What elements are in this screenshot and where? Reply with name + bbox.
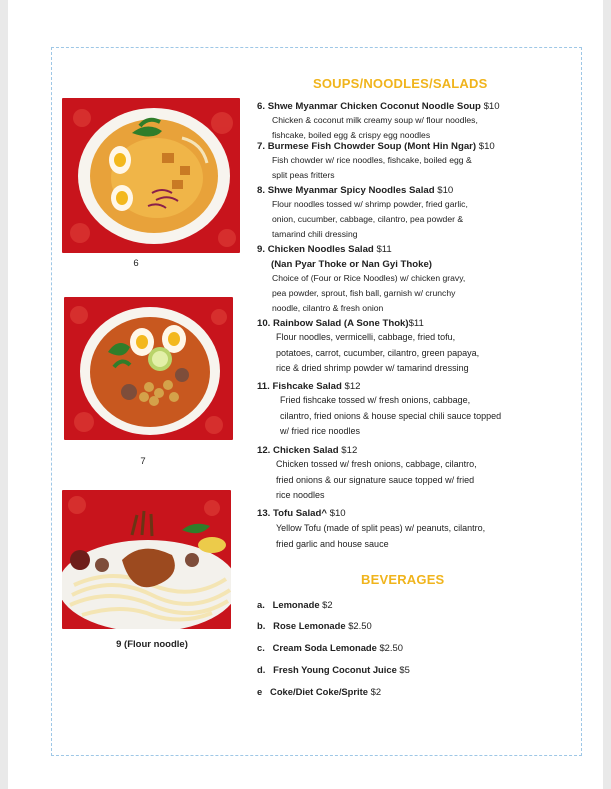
beverage-name: Lemonade [272, 599, 320, 610]
beverage-letter: c. [257, 642, 265, 653]
item-name: Shwe Myanmar Spicy Noodles Salad [267, 185, 435, 196]
item-description: Flour noodles tossed w/ shrimp powder, fried garlic, onion, cucumber, cabbage, cilantro, pea powder & tamarind chili dressing [272, 199, 468, 239]
beverage-letter: a. [257, 599, 265, 610]
beverage-name: Fresh Young Coconut Juice [273, 664, 397, 675]
item-description: Flour noodles, vermicelli, cabbage, fried tofu, potatoes, carrot, cucumber, cilantro, green papaya, rice & dried shrimp powder w/ tamarind dressing [276, 332, 480, 373]
beverage-price: $5 [399, 664, 410, 675]
item-number: 8. [257, 185, 266, 196]
item-name: Chicken Salad [273, 445, 339, 456]
item-price: $12 [344, 381, 361, 392]
beverage-price: $2.50 [379, 642, 403, 653]
photo-caption: 7 [140, 456, 146, 467]
beverage-price: $2.50 [348, 620, 372, 631]
item-name: Shwe Myanmar Chicken Coconut Noodle Soup [267, 101, 481, 112]
item-number: 6. [257, 101, 266, 112]
beverage-item [257, 642, 403, 653]
photo-caption: 9 (Flour noodle) [116, 639, 188, 650]
beverage-name: Coke/Diet Coke/Sprite [270, 686, 368, 697]
item-description: Chicken tossed w/ fresh onions, cabbage, cilantro, fried onions & our signature sauce topped w/ fried rice noodles [276, 459, 477, 500]
item-number: 11. [257, 381, 270, 392]
beverage-name: Cream Soda Lemonade [272, 642, 377, 653]
menu-item [257, 140, 557, 183]
item-price: $10 [478, 141, 495, 152]
menu-item [257, 444, 557, 504]
beverage-letter: e [257, 686, 263, 697]
item-number: 12. [257, 445, 271, 456]
beverage-item [257, 686, 381, 697]
beverage-price: $2 [370, 686, 382, 697]
photo-fish-chowder-soup [64, 297, 233, 440]
item-price: $10 [329, 508, 346, 519]
menu-item [257, 184, 557, 242]
item-name: Chicken Noodles Salad [267, 244, 374, 255]
beverage-letter: b. [257, 620, 266, 631]
menu-item [257, 380, 557, 440]
item-number: 9. [257, 244, 266, 255]
photo-flour-noodle-salad [62, 490, 231, 629]
item-number: 7. [257, 141, 266, 152]
item-description: Choice of (Four or Rice Noodles) w/ chicken gravy, pea powder, sprout, fish ball, garnish w/ crunchy noodle, cilantro & fresh onion [272, 273, 466, 313]
item-number: 10. [257, 318, 271, 329]
item-description: Yellow Tofu (made of split peas) w/ peanuts, cilantro, fried garlic and house sauce [276, 523, 486, 549]
item-description: Fish chowder w/ rice noodles, fishcake, boiled egg & split peas fritters [272, 155, 472, 180]
menu-item [257, 243, 557, 316]
beverage-name: Rose Lemonade [273, 620, 346, 631]
item-name: Rainbow Salad (A Sone Thok) [273, 318, 409, 329]
item-price: $11 [408, 318, 424, 329]
menu-item [257, 317, 557, 377]
beverage-letter: d. [257, 664, 266, 675]
item-name: Tofu Salad^ [273, 508, 327, 519]
item-price: $10 [483, 101, 500, 112]
section-title-beverages: BEVERAGES [361, 572, 445, 587]
beverage-price: $2 [322, 599, 333, 610]
item-subtitle: (Nan Pyar Thoke or Nan Gyi Thoke) [271, 259, 432, 270]
item-name: Burmese Fish Chowder Soup (Mont Hin Ngar) [267, 141, 477, 152]
item-price: $11 [376, 244, 392, 255]
item-description: Chicken & coconut milk creamy soup w/ flour noodles, fishcake, boiled egg & crispy egg noodles [272, 115, 478, 140]
beverage-item [257, 620, 372, 631]
item-description: Fried fishcake tossed w/ fresh onions, cabbage, cilantro, fried onions & house special chili sauce topped w/ fried rice noodles [280, 395, 502, 436]
item-price: $12 [341, 445, 358, 456]
section-title-soups: SOUPS/NOODLES/SALADS [313, 76, 488, 91]
menu-item [257, 507, 557, 552]
menu-item [257, 100, 557, 143]
beverage-item [257, 664, 410, 675]
item-price: $10 [437, 185, 454, 196]
beverage-item [257, 599, 333, 610]
photo-coconut-noodle-soup [62, 98, 240, 253]
item-name: Fishcake Salad [272, 381, 342, 392]
photo-caption: 6 [133, 258, 139, 269]
item-number: 13. [257, 508, 271, 519]
